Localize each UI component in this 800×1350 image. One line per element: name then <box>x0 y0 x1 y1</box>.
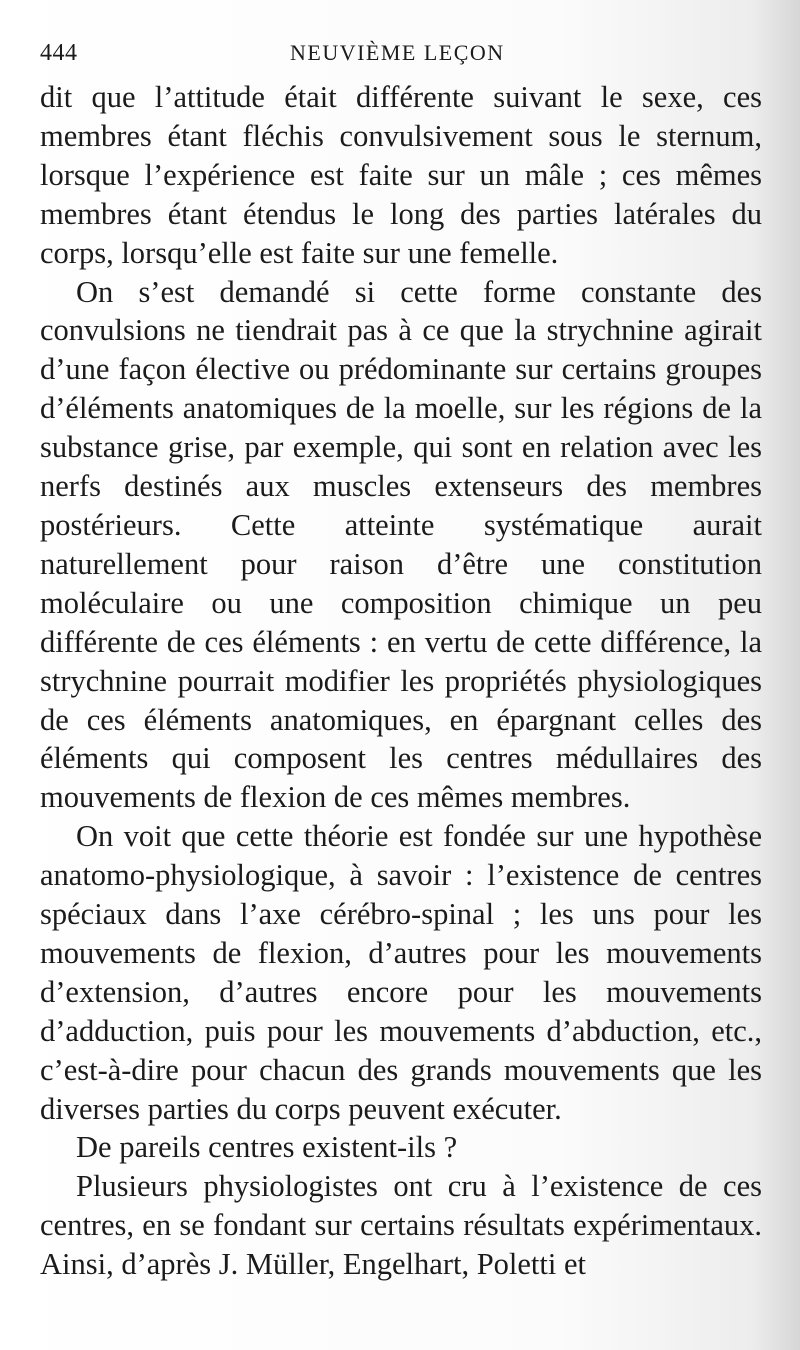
paragraph-physiologists: Plusieurs physiologistes ont cru à l’existence de ces centres, en se fondant sur certains résultats expérimentaux. Ainsi, d’après J. Müller, Engelhart, Poletti et <box>40 1169 762 1282</box>
page-header <box>40 40 760 74</box>
page-number: 444 <box>40 40 78 66</box>
running-head: NEUVIÈME LEÇON <box>290 40 505 65</box>
paragraph-strychnine-hypothesis: On s’est demandé si cette forme constante des convulsions ne tiendrait pas à ce que la strychnine agirait d’une façon élective ou prédominante sur certains groupes d’éléments anatomiques de la moelle, sur les régions de la substance grise, par exemple, qui sont en relation avec les nerfs destinés aux muscles extenseurs des membres postérieurs. Cette atteinte systématique aurait naturellement pour raison d’être une constitution moléculaire ou une composition chimique un peu différente de ces éléments : en vertu de cette différence, la strychnine pourrait modifier les propriétés physiologiques de ces éléments anatomiques, en épargnant celles des éléments qui composent les centres médullaires des mouvements de flexion de ces mêmes membres. <box>40 274 762 815</box>
paragraph-theory: On voit que cette théorie est fondée sur une hypothèse anatomo-physiologique, à savoir : l’existence de centres spéciaux dans l’axe cérébro-spinal ; les uns pour les mouvements de flexion, d’autres pour les mouvements d’extension, d’autres encore pour les mouvements d’adduction, puis pour les mouvements d’abduction, etc., c’est-à-dire pour chacun des grands mouvements que les diverses parties du corps peuvent exécuter. <box>40 819 762 1126</box>
body-text <box>40 78 762 1284</box>
paragraph-question: De pareils centres existent-ils ? <box>76 1130 458 1165</box>
paragraph-continuation: dit que l’attitude était différente suivant le sexe, ces membres étant fléchis convulsivement sous le sternum, lorsque l’expérience est faite sur un mâle ; ces mêmes membres étant étendus le long des parties latérales du corps, lorsqu’elle est faite sur une femelle. <box>40 80 762 270</box>
